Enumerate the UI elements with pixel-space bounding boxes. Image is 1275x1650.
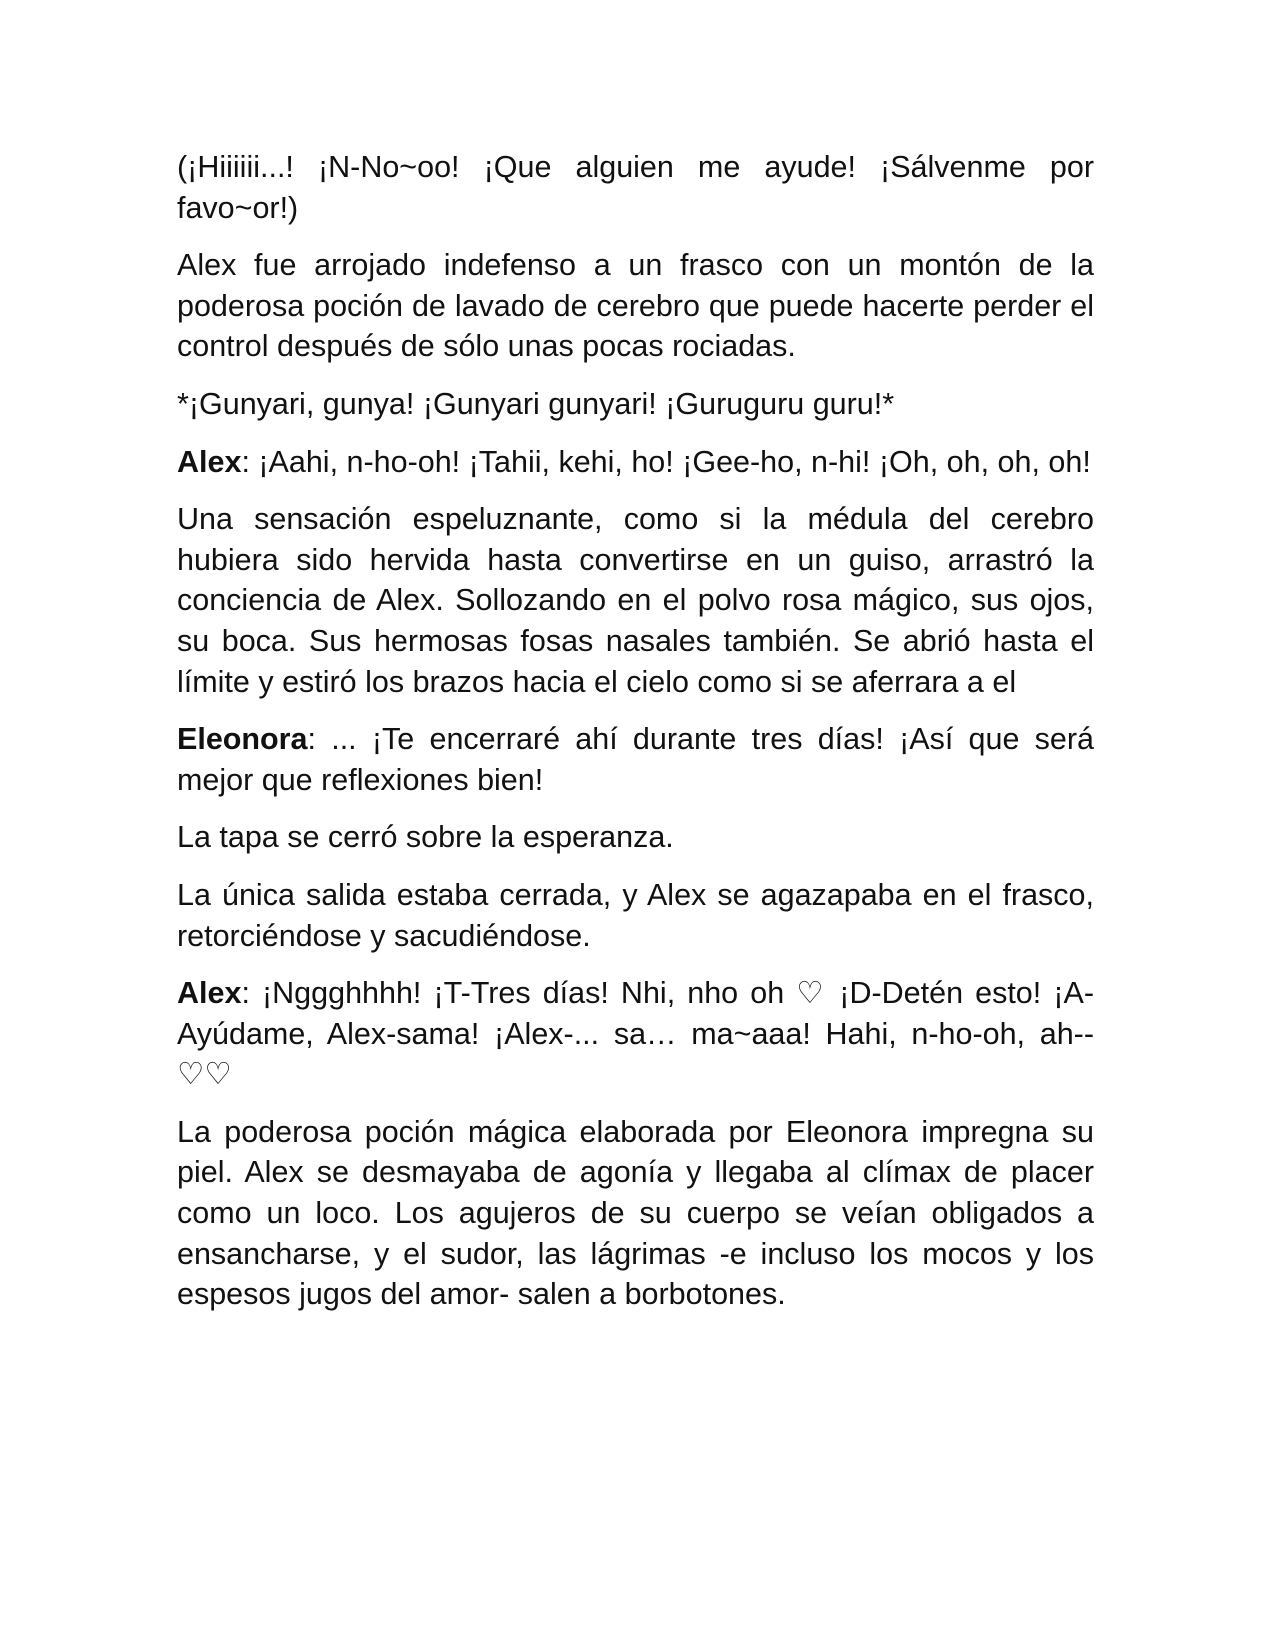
- paragraph-text: (¡Hiiiiii...! ¡N-No~oo! ¡Que alguien me ayude! ¡Sálvenme por favo~or!): [177, 150, 1094, 225]
- paragraph-text: *¡Gunyari, gunya! ¡Gunyari gunyari! ¡Guruguru guru!*: [177, 386, 895, 421]
- speaker-name: Eleonora: [177, 722, 308, 757]
- dialogue-eleonora: [177, 719, 1094, 800]
- paragraph-text: La poderosa poción mágica elaborada por Eleonora impregna su piel. Alex se desmayaba de agonía y llegaba al clímax de placer como un loco. Los agujeros de su cuerpo se veían obligados a ensancharse, y el sudor, las lágrimas -e incluso los mocos y los espesos jugos del amor- salen a borbotones.: [177, 1114, 1094, 1312]
- paragraph-10: [177, 1112, 1094, 1315]
- dialogue-alex-2: [177, 973, 1094, 1095]
- paragraph-text: La única salida estaba cerrada, y Alex se agazapaba en el frasco, retorciéndose y sacudiéndose.: [177, 877, 1094, 953]
- paragraph-text: Una sensación espeluznante, como si la médula del cerebro hubiera sido hervida hasta convertirse en un guiso, arrastró la conciencia de Alex. Sollozando en el polvo rosa mágico, sus ojos, su boca. Sus hermosas fosas nasales también. Se abrió hasta el límite y estiró los brazos hacia el cielo como si se aferrara a el: [177, 502, 1094, 699]
- speaker-name: Alex: [177, 976, 242, 1011]
- paragraph-3: [177, 384, 1094, 425]
- paragraph-text: Alex fue arrojado indefenso a un frasco con un montón de la poderosa poción de lavado de cerebro que puede hacerte perder el control después de sólo unas pocas rociadas.: [177, 248, 1094, 364]
- paragraph-2: [177, 245, 1094, 367]
- paragraph-7: [177, 817, 1094, 858]
- document-body: [177, 147, 1094, 1332]
- dialogue-text: : ... ¡Te encerraré ahí durante tres días! ¡Así que será mejor que reflexiones bien!: [177, 722, 1094, 797]
- dialogue-text: : ¡Nggghhhh! ¡T-Tres días! Nhi, nho oh ♡ ¡D-Detén esto! ¡A-Ayúdame, Alex-sama! ¡Alex-... sa… ma~aaa! Hahi, n-ho-oh, ah--♡♡: [177, 976, 1094, 1092]
- paragraph-8: [177, 875, 1094, 956]
- paragraph-text: La tapa se cerró sobre la esperanza.: [177, 820, 674, 855]
- dialogue-alex-1: [177, 442, 1094, 483]
- paragraph-5: [177, 499, 1094, 702]
- dialogue-text: : ¡Aahi, n-ho-oh! ¡Tahii, kehi, ho! ¡Gee-ho, n-hi! ¡Oh, oh, oh, oh!: [241, 444, 1091, 479]
- speaker-name: Alex: [177, 444, 242, 479]
- paragraph-1: [177, 147, 1094, 228]
